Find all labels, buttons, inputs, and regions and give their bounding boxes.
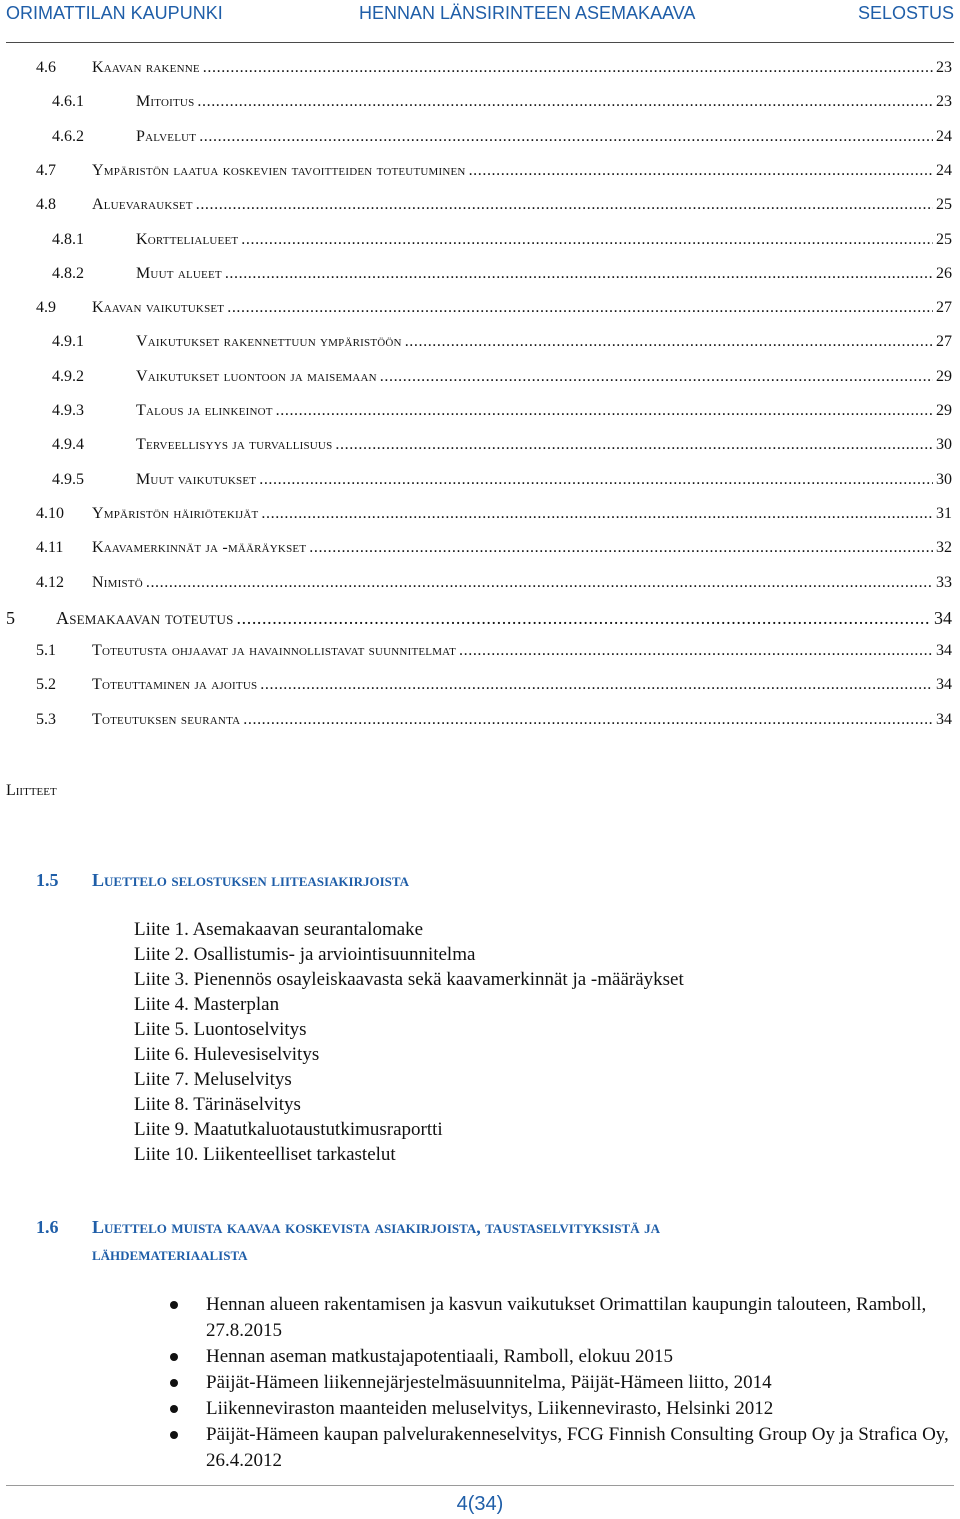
toc-entry-leader: [92, 676, 952, 694]
toc-entry-leader: [136, 265, 952, 283]
toc-entry[interactable]: [0, 533, 960, 563]
toc-entry-title: Toteutusta ohjaavat ja havainnollistavat suunnitelmat: [92, 642, 457, 660]
toc-entry-number: 4.6: [36, 59, 56, 76]
toc-entry[interactable]: [0, 499, 960, 529]
toc-entry-number: 4.9: [36, 299, 56, 317]
header-document-type: SELOSTUS: [857, 3, 954, 23]
toc-entry[interactable]: [0, 636, 960, 666]
toc-dot-leader: [309, 539, 933, 557]
toc-entry-page: 30: [936, 470, 952, 488]
section-title-line-1: Luettelo muista kaavaa koskevista asiakirjoista, taustaselvityksistä ja: [92, 1217, 660, 1237]
toc-entry-page: 27: [936, 299, 952, 317]
attachment-item: Liite 8. Tärinäselvitys: [134, 1094, 301, 1115]
toc-entry-number: 5.1: [36, 642, 56, 660]
toc-dot-leader: [380, 368, 933, 386]
toc-entry-page: 34: [936, 642, 952, 660]
toc-entry[interactable]: [0, 396, 960, 426]
toc-entry[interactable]: [0, 705, 960, 735]
toc-entry-leader: [136, 231, 952, 249]
header-document-title: HENNAN LÄNSIRINTEEN ASEMAKAAVA: [359, 3, 696, 23]
attachment-item: Liite 4. Masterplan: [134, 994, 280, 1015]
toc-entry-leader: [136, 368, 952, 386]
reference-item: [160, 1422, 950, 1474]
toc-entry-title: Toteutuksen seuranta: [92, 710, 241, 728]
toc-entry[interactable]: [0, 568, 960, 598]
attachment-item: Liite 9. Maatutkaluotaustutkimusraportti: [134, 1119, 443, 1140]
bullet-icon: [170, 1379, 178, 1387]
toc-dot-leader: [261, 505, 933, 523]
toc-entry-page: 29: [936, 402, 952, 419]
toc-entry-number: 4.9.2: [52, 367, 84, 385]
toc-entry[interactable]: [0, 225, 960, 255]
toc-entry-page: 33: [936, 573, 952, 591]
attachment-item: Liite 2. Osallistumis- ja arviointisuunnitelma: [134, 944, 476, 965]
toc-entry-number: 4.6.1: [52, 93, 84, 111]
toc-entry[interactable]: [0, 465, 960, 495]
toc-entry-page: 25: [936, 196, 952, 214]
toc-entry-number: 4.9.3: [52, 402, 84, 419]
toc-dot-leader: [225, 265, 933, 283]
toc-entry-page: 23: [936, 93, 952, 111]
toc-entry[interactable]: [0, 602, 960, 632]
toc-entry-title: Ympäristön laatua koskevien tavoitteiden toteutuminen: [92, 161, 466, 179]
attachment-item: Liite 1. Asemakaavan seurantalomake: [134, 919, 424, 940]
toc-entry-number: 5: [6, 607, 15, 628]
toc-entry[interactable]: [0, 190, 960, 220]
toc-entry-number: 4.9.4: [52, 436, 84, 454]
toc-entry-leader: [136, 436, 952, 454]
section-number: 1.6: [36, 1217, 59, 1237]
toc-entry-leader: [92, 711, 952, 729]
reference-text: Päijät-Hämeen liikennejärjestelmäsuunnitelma, Päijät-Hämeen liitto, 2014: [206, 1372, 772, 1393]
toc-entry-page: 34: [936, 710, 952, 728]
toc-entry-leader: [136, 402, 952, 420]
toc-entry-title: Toteuttaminen ja ajoitus: [92, 676, 258, 694]
header-divider: [6, 42, 954, 43]
toc-entry[interactable]: [0, 430, 960, 460]
header-organization: ORIMATTILAN KAUPUNKI: [6, 3, 223, 23]
toc-entry-number: 4.9.1: [52, 333, 84, 351]
toc-liitteet[interactable]: Liitteet: [6, 782, 57, 799]
attachment-list: [134, 917, 684, 1167]
reference-list: [160, 1292, 950, 1474]
toc-entry-page: 31: [936, 504, 952, 522]
toc-entry-page: 27: [936, 333, 952, 351]
toc-entry-title: Korttelialueet: [136, 230, 239, 248]
toc-entry-title: Vaikutukset rakennettuun ympäristöön: [136, 333, 402, 351]
toc-entry-title: Muut alueet: [136, 264, 222, 282]
toc-entry-title: Muut vaikutukset: [136, 470, 257, 488]
section-number: 1.5: [36, 870, 59, 890]
toc-entry-page: 23: [936, 59, 952, 76]
toc-entry-leader: [92, 162, 952, 180]
bullet-icon: [170, 1301, 178, 1309]
toc-dot-leader: [459, 642, 933, 660]
toc-dot-leader: [237, 608, 931, 629]
toc-entry-title: Kaavamerkinnät ja -määräykset: [92, 539, 307, 557]
toc-dot-leader: [405, 333, 933, 351]
reference-text: Päijät-Hämeen kaupan palvelurakenneselvitys, FCG Finnish Consulting Group Oy ja Strafica Oy, 26.4.2012: [206, 1424, 949, 1471]
reference-item: [160, 1344, 950, 1370]
toc-entry-leader: [92, 299, 952, 317]
toc-entry-page: 34: [934, 607, 952, 628]
reference-text: Liikenneviraston maanteiden meluselvitys, Liikennevirasto, Helsinki 2012: [206, 1398, 774, 1419]
toc-dot-leader: [241, 231, 933, 249]
attachment-item: Liite 6. Hulevesiselvitys: [134, 1044, 320, 1065]
toc-dot-leader: [199, 128, 933, 146]
toc-dot-leader: [227, 299, 933, 317]
bullet-icon: [170, 1353, 178, 1361]
toc-entry-page: 34: [936, 676, 952, 694]
toc-entry-number: 4.7: [36, 161, 56, 179]
toc-entry[interactable]: [0, 87, 960, 117]
toc-dot-leader: [259, 471, 933, 489]
reference-text: Hennan aseman matkustajapotentiaali, Ramboll, elokuu 2015: [206, 1346, 673, 1367]
attachment-item: Liite 3. Pienennös osayleiskaavasta sekä kaavamerkinnät ja -määräykset: [134, 969, 684, 990]
toc-entry-number: 4.12: [36, 573, 64, 591]
toc-dot-leader: [196, 196, 933, 214]
toc-entry-page: 29: [936, 367, 952, 385]
toc-entry-title: Asemakaavan toteutus: [56, 607, 234, 628]
toc-entry-title: Terveellisyys ja turvallisuus: [136, 436, 333, 454]
toc-entry[interactable]: [0, 259, 960, 289]
toc-entry-leader: [136, 128, 952, 146]
toc-entry-number: 4.8.2: [52, 264, 84, 282]
toc-entry-leader: [92, 505, 952, 523]
bullet-icon: [170, 1431, 178, 1439]
toc-entry-number: 4.11: [36, 539, 64, 557]
toc-entry-leader: [136, 471, 952, 489]
toc-entry-page: 26: [936, 264, 952, 282]
toc-entry[interactable]: [0, 122, 960, 152]
toc-entry-leader: [92, 574, 952, 592]
toc-entry-leader: [92, 539, 952, 557]
toc-entry-title: Kaavan rakenne: [92, 59, 200, 76]
toc-dot-leader: [469, 162, 933, 180]
reference-text: Hennan alueen rakentamisen ja kasvun vaikutukset Orimattilan kaupungin talouteen, Ramboll, 27.8.2015: [206, 1294, 927, 1341]
page-number: 4(34): [456, 1493, 504, 1515]
toc-entry-number: 4.9.5: [52, 470, 84, 488]
toc-entry-page: 24: [936, 161, 952, 179]
toc-entry-title: Aluevaraukset: [92, 196, 193, 214]
toc-entry-number: 5.2: [36, 676, 56, 694]
toc-entry-page: 32: [936, 539, 952, 557]
toc-entry-title: Ympäristön häiriötekijät: [92, 504, 259, 522]
footer-divider: [6, 1485, 954, 1486]
toc-entry-number: 4.8: [36, 196, 56, 214]
toc-entry-title: Kaavan vaikutukset: [92, 299, 225, 317]
bullet-icon: [170, 1405, 178, 1413]
toc-entry-title: Mitoitus: [136, 93, 195, 111]
toc-dot-leader: [276, 402, 933, 420]
reference-item: [160, 1292, 950, 1344]
toc-entry-title: Nimistö: [92, 573, 143, 591]
reference-item: [160, 1396, 950, 1422]
toc-dot-leader: [203, 59, 933, 77]
section-title-line-2: lähdemateriaalista: [92, 1244, 248, 1264]
toc-entry[interactable]: [0, 293, 960, 323]
toc-dot-leader: [146, 574, 933, 592]
toc-entry[interactable]: [0, 156, 960, 186]
attachment-item: Liite 7. Meluselvitys: [134, 1069, 292, 1090]
toc-entry-leader: [92, 59, 952, 77]
attachment-item: Liite 10. Liikenteelliset tarkastelut: [134, 1144, 396, 1165]
toc-dot-leader: [243, 711, 933, 729]
toc-entry[interactable]: [0, 53, 960, 83]
toc-dot-leader: [335, 436, 933, 454]
toc-entry-page: 24: [936, 127, 952, 145]
toc-entry-title: Vaikutukset luontoon ja maisemaan: [136, 367, 377, 385]
toc-entry-number: 5.3: [36, 710, 56, 728]
toc-entry-leader: [92, 642, 952, 660]
toc-dot-leader: [197, 93, 933, 111]
toc-entry-number: 4.6.2: [52, 127, 84, 145]
toc-entry-leader: [56, 608, 952, 629]
toc-entry[interactable]: [0, 362, 960, 392]
toc-entry-number: 4.10: [36, 504, 64, 522]
section-title: Luettelo selostuksen liiteasiakirjoista: [92, 870, 409, 890]
toc-entry[interactable]: [0, 670, 960, 700]
toc-entry-page: 30: [936, 436, 952, 454]
page-header: [0, 0, 960, 30]
toc-entry-leader: [136, 93, 952, 111]
toc-entry-page: 25: [936, 230, 952, 248]
attachment-item: Liite 5. Luontoselvitys: [134, 1019, 307, 1040]
toc-dot-leader: [260, 676, 933, 694]
reference-item: [160, 1370, 950, 1396]
toc-entry-title: Palvelut: [136, 127, 197, 145]
toc-entry[interactable]: [0, 327, 960, 357]
toc-entry-number: 4.8.1: [52, 230, 84, 248]
toc-entry-title: Talous ja elinkeinot: [136, 402, 273, 419]
toc-entry-leader: [92, 196, 952, 214]
toc-entry-leader: [136, 333, 952, 351]
